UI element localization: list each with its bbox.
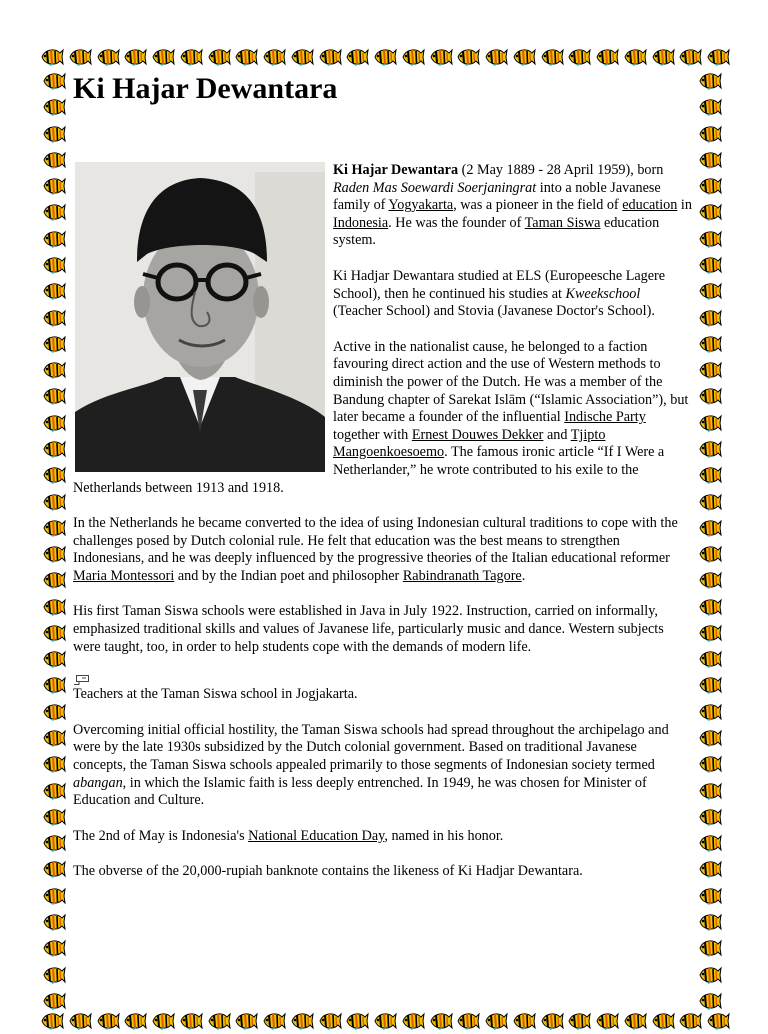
- portrait-photo: [75, 162, 325, 472]
- tropical-fish-icon: [698, 782, 722, 800]
- tropical-fish-icon: [68, 1012, 92, 1030]
- tropical-fish-icon: [42, 98, 66, 116]
- link-yogyakarta[interactable]: Yogyakarta: [388, 197, 454, 214]
- link-indonesia[interactable]: Indonesia: [333, 214, 389, 231]
- tropical-fish-icon: [42, 309, 66, 327]
- tropical-fish-icon: [456, 48, 480, 66]
- tropical-fish-icon: [698, 466, 722, 484]
- tropical-fish-icon: [42, 177, 66, 195]
- tropical-fish-icon: [698, 887, 722, 905]
- tropical-fish-icon: [42, 887, 66, 905]
- tropical-fish-icon: [151, 1012, 175, 1030]
- link-national-education-day[interactable]: National Education Day: [248, 827, 385, 844]
- tropical-fish-icon: [698, 913, 722, 931]
- kweekschool-term: Kweekschool: [565, 285, 641, 302]
- article-body: [73, 162, 693, 899]
- tropical-fish-icon: [40, 1012, 64, 1030]
- tropical-fish-icon: [42, 834, 66, 852]
- tropical-fish-icon: [207, 1012, 231, 1030]
- tropical-fish-icon: [706, 1012, 730, 1030]
- tropical-fish-icon: [68, 48, 92, 66]
- tropical-fish-icon: [42, 230, 66, 248]
- tropical-fish-icon: [698, 808, 722, 826]
- tropical-fish-icon: [42, 125, 66, 143]
- link-indische-party[interactable]: Indische Party: [564, 409, 646, 426]
- tropical-fish-icon: [262, 1012, 286, 1030]
- tropical-fish-icon: [42, 282, 66, 300]
- tropical-fish-icon: [42, 939, 66, 957]
- tropical-fish-icon: [595, 1012, 619, 1030]
- tropical-fish-icon: [151, 48, 175, 66]
- tropical-fish-icon: [42, 624, 66, 642]
- tropical-fish-icon: [678, 48, 702, 66]
- tropical-fish-icon: [484, 48, 508, 66]
- tropical-fish-icon: [123, 1012, 147, 1030]
- tropical-fish-icon: [651, 1012, 675, 1030]
- tropical-fish-icon: [678, 1012, 702, 1030]
- tropical-fish-icon: [698, 703, 722, 721]
- tropical-fish-icon: [651, 48, 675, 66]
- tropical-fish-icon: [42, 256, 66, 274]
- figure-caption: Teachers at the Taman Siswa school in Jogjakarta.: [73, 686, 358, 703]
- tropical-fish-icon: [262, 48, 286, 66]
- tropical-fish-icon: [42, 913, 66, 931]
- tropical-fish-icon: [290, 48, 314, 66]
- paragraph-studies: Ki Hadjar Dewantara studied at ELS (Europeesche Lagere School), then he continued his studies at Kweekschool (Teacher School) and Stovia (Javanese Doctor's School).: [333, 267, 666, 320]
- birth-name: Raden Mas Soewardi Soerjaningrat: [333, 179, 537, 196]
- tropical-fish-icon: [698, 729, 722, 747]
- tropical-fish-icon: [42, 729, 66, 747]
- tropical-fish-icon: [698, 966, 722, 984]
- tropical-fish-icon: [706, 48, 730, 66]
- tropical-fish-icon: [42, 440, 66, 458]
- tropical-fish-icon: [42, 598, 66, 616]
- tropical-fish-icon: [698, 361, 722, 379]
- tropical-fish-icon: [42, 545, 66, 563]
- tropical-fish-icon: [373, 1012, 397, 1030]
- tropical-fish-icon: [318, 1012, 342, 1030]
- border-top: [40, 48, 730, 70]
- tropical-fish-icon: [698, 98, 722, 116]
- tropical-fish-icon: [698, 676, 722, 694]
- tropical-fish-icon: [698, 860, 722, 878]
- tropical-fish-icon: [42, 676, 66, 694]
- tropical-fish-icon: [698, 151, 722, 169]
- paragraph-nationalist: Active in the nationalist cause, he belonged to a faction favouring direct action and the use of Western methods to diminish the power of the Dutch. He was a member of the Bandung chapter of Sarekat Islām (“Islamic Association”), but later became a founder of the influential Indische Party together with Ernest Douwes Dekker and Tjipto Mangoenkoesoemo. The famous ironic article “If I Were a Netherlander,” he wrote contributed to his exile to the Netherlands between 1913 and 1918.: [73, 338, 689, 496]
- tropical-fish-icon: [512, 1012, 536, 1030]
- tropical-fish-icon: [567, 1012, 591, 1030]
- tropical-fish-icon: [345, 48, 369, 66]
- tropical-fish-icon: [698, 598, 722, 616]
- paragraph-intro: Ki Hajar Dewantara (2 May 1889 - 28 April 1959), born Raden Mas Soewardi Soerjaningrat into a noble Javanese family of Yogyakarta, was a pioneer in the field of education in Indonesia. He was the founder of Taman Siswa education system.: [333, 162, 692, 249]
- tropical-fish-icon: [456, 1012, 480, 1030]
- broken-image-icon[interactable]: [73, 674, 91, 686]
- tropical-fish-icon: [234, 1012, 258, 1030]
- subject-name: Ki Hajar Dewantara: [333, 162, 459, 178]
- border-left: [42, 72, 72, 1010]
- tropical-fish-icon: [698, 571, 722, 589]
- tropical-fish-icon: [42, 151, 66, 169]
- tropical-fish-icon: [373, 48, 397, 66]
- tropical-fish-icon: [123, 48, 147, 66]
- tropical-fish-icon: [698, 624, 722, 642]
- link-education[interactable]: education: [622, 197, 678, 214]
- tropical-fish-icon: [42, 755, 66, 773]
- tropical-fish-icon: [42, 782, 66, 800]
- tropical-fish-icon: [401, 1012, 425, 1030]
- tropical-fish-icon: [179, 48, 203, 66]
- tropical-fish-icon: [698, 519, 722, 537]
- tropical-fish-icon: [698, 256, 722, 274]
- tropical-fish-icon: [512, 48, 536, 66]
- tropical-fish-icon: [623, 1012, 647, 1030]
- link-taman-siswa[interactable]: Taman Siswa: [524, 214, 601, 231]
- tropical-fish-icon: [698, 335, 722, 353]
- tropical-fish-icon: [623, 48, 647, 66]
- tropical-fish-icon: [96, 48, 120, 66]
- tropical-fish-icon: [595, 48, 619, 66]
- paragraph-first-schools: His first Taman Siswa schools were established in Java in July 1922. Instruction, carried on informally, emphasized traditional skills and values of Javanese life, particularly music and dance. Western subjects were taught, too, in order to help students cope with the demands of modern life.: [73, 603, 664, 655]
- paragraph-netherlands: In the Netherlands he became converted to the idea of using Indonesian cultural traditions to cope with the challenges posed by Dutch colonial rule. He felt that education was the best means to strengthen Indonesians, and he was deeply influenced by the progressive theories of the Italian educational reformer Maria Montessori and by the Indian poet and philosopher Rabindranath Tagore.: [73, 515, 678, 584]
- link-maria-montessori[interactable]: Maria Montessori: [73, 567, 175, 584]
- tropical-fish-icon: [42, 860, 66, 878]
- tropical-fish-icon: [234, 48, 258, 66]
- tropical-fish-icon: [40, 48, 64, 66]
- page-title: Ki Hajar Dewantara: [73, 72, 338, 105]
- paragraph-education-day: The 2nd of May is Indonesia's National Education Day, named in his honor.: [73, 827, 504, 844]
- tropical-fish-icon: [429, 1012, 453, 1030]
- border-right: [698, 72, 728, 1010]
- tropical-fish-icon: [42, 493, 66, 511]
- tropical-fish-icon: [698, 125, 722, 143]
- tropical-fish-icon: [540, 1012, 564, 1030]
- tropical-fish-icon: [567, 48, 591, 66]
- tropical-fish-icon: [698, 177, 722, 195]
- tropical-fish-icon: [207, 48, 231, 66]
- tropical-fish-icon: [42, 703, 66, 721]
- tropical-fish-icon: [179, 1012, 203, 1030]
- border-bottom: [40, 1012, 730, 1034]
- tropical-fish-icon: [42, 72, 66, 90]
- tropical-fish-icon: [429, 48, 453, 66]
- tropical-fish-icon: [42, 466, 66, 484]
- tropical-fish-icon: [698, 650, 722, 668]
- tropical-fish-icon: [42, 203, 66, 221]
- tropical-fish-icon: [484, 1012, 508, 1030]
- tropical-fish-icon: [42, 361, 66, 379]
- tropical-fish-icon: [401, 48, 425, 66]
- tropical-fish-icon: [290, 1012, 314, 1030]
- tropical-fish-icon: [345, 1012, 369, 1030]
- tropical-fish-icon: [42, 571, 66, 589]
- paragraph-expansion: Overcoming initial official hostility, the Taman Siswa schools had spread throughout the archipelago and were by the late 1930s subsidized by the Dutch colonial government. Based on traditional Javanese concepts, the Taman Siswa schools appealed primarily to those segments of Indonesian society termed abangan, in which the Islamic faith is less deeply entrenched. In 1949, he was chosen for Minister of Education and Culture.: [73, 721, 669, 809]
- tropical-fish-icon: [42, 650, 66, 668]
- link-ernest-douwes-dekker[interactable]: Ernest Douwes Dekker: [411, 426, 544, 443]
- tropical-fish-icon: [42, 414, 66, 432]
- tropical-fish-icon: [318, 48, 342, 66]
- tropical-fish-icon: [42, 387, 66, 405]
- tropical-fish-icon: [698, 282, 722, 300]
- tropical-fish-icon: [698, 72, 722, 90]
- tropical-fish-icon: [698, 939, 722, 957]
- tropical-fish-icon: [698, 414, 722, 432]
- tropical-fish-icon: [42, 519, 66, 537]
- tropical-fish-icon: [698, 230, 722, 248]
- tropical-fish-icon: [698, 992, 722, 1010]
- link-tjipto-mangoenkoesoemo[interactable]: Tjipto Mangoenkoesoemo: [333, 426, 606, 461]
- tropical-fish-icon: [42, 992, 66, 1010]
- tropical-fish-icon: [698, 755, 722, 773]
- tropical-fish-icon: [42, 335, 66, 353]
- tropical-fish-icon: [698, 493, 722, 511]
- tropical-fish-icon: [698, 440, 722, 458]
- tropical-fish-icon: [698, 309, 722, 327]
- tropical-fish-icon: [540, 48, 564, 66]
- link-rabindranath-tagore[interactable]: Rabindranath Tagore: [402, 567, 522, 584]
- abangan-term: abangan: [73, 774, 123, 791]
- tropical-fish-icon: [698, 834, 722, 852]
- tropical-fish-icon: [96, 1012, 120, 1030]
- tropical-fish-icon: [42, 808, 66, 826]
- figure-teachers: [73, 674, 693, 704]
- paragraph-banknote: The obverse of the 20,000-rupiah banknote contains the likeness of Ki Hadjar Dewantara.: [73, 863, 583, 880]
- tropical-fish-icon: [698, 387, 722, 405]
- tropical-fish-icon: [42, 966, 66, 984]
- tropical-fish-icon: [698, 545, 722, 563]
- tropical-fish-icon: [698, 203, 722, 221]
